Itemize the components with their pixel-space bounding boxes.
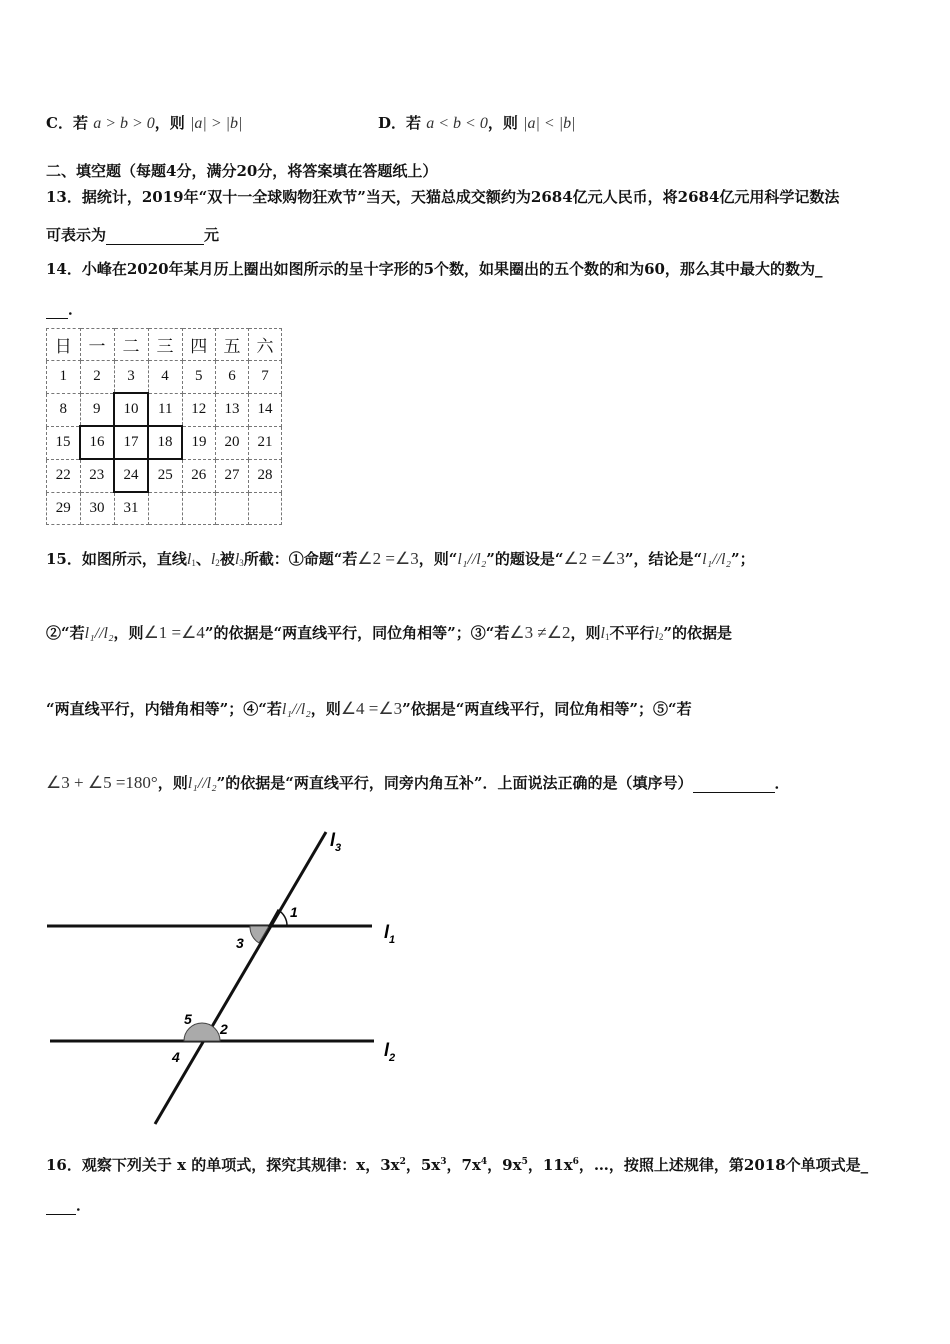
calendar-cell-circled: 18 bbox=[148, 426, 182, 459]
calendar-cell: 1 bbox=[47, 361, 81, 394]
calendar-cell: 25 bbox=[148, 459, 182, 492]
q15-statement3-reason-prefix: ”的依据是 bbox=[663, 624, 733, 642]
calendar-cell-circled: 16 bbox=[80, 426, 114, 459]
calendar-header: 三 bbox=[148, 329, 182, 361]
q15-end1: ”； bbox=[731, 550, 755, 568]
q16-term: ，11x bbox=[527, 1156, 573, 1174]
exponent: 3 bbox=[440, 1157, 447, 1167]
calendar-cell: 5 bbox=[182, 361, 216, 394]
q16-line2 bbox=[46, 1194, 91, 1215]
q16-term: ，7x bbox=[446, 1156, 481, 1174]
calendar-cell-circled: 10 bbox=[114, 393, 148, 426]
section-heading: 二、填空题（每题4分，满分20分，将答案填在答题纸上） bbox=[46, 162, 438, 180]
q14-line1: 14．小峰在2020年某月历上圈出如图所示的呈十字形的5个数，如果圈出的五个数的和为60，那么其中最大的数为_ bbox=[46, 260, 823, 278]
q14-end: ． bbox=[68, 300, 84, 318]
calendar-cell: 14 bbox=[249, 393, 282, 426]
calendar-cell: 29 bbox=[47, 492, 81, 525]
exponent: 6 bbox=[572, 1157, 579, 1167]
q16-intro: 16．观察下列关于 x 的单项式，探究其规律：x，3x bbox=[46, 1156, 400, 1174]
q13-line1: 13．据统计，2019年“双十一全球购物狂欢节”当天，天猫总成交额约为2684亿元人民币，将2684亿元用科学记数法 bbox=[46, 188, 840, 206]
calendar-cell: 22 bbox=[47, 459, 81, 492]
angle-3-label: 3 bbox=[236, 935, 244, 951]
calendar-cell: 30 bbox=[80, 492, 114, 525]
math-angle4-eq-angle3: ∠4 =∠3 bbox=[340, 699, 403, 718]
calendar-header: 六 bbox=[249, 329, 282, 361]
calendar-header: 四 bbox=[182, 329, 216, 361]
q15-end: ． bbox=[774, 774, 790, 792]
option-c-label: C．若 bbox=[46, 114, 88, 132]
q15-separator: 、 bbox=[195, 550, 211, 568]
q15-then: ，则“ bbox=[418, 550, 458, 568]
calendar-cell: 2 bbox=[80, 361, 114, 394]
calendar-cell: 23 bbox=[80, 459, 114, 492]
calendar-cell: 9 bbox=[80, 393, 114, 426]
label-l1: $l_1$ bbox=[384, 922, 396, 946]
q15-by: 被 bbox=[219, 550, 235, 568]
q15-then: ，则 bbox=[157, 774, 188, 792]
calendar-header: 一 bbox=[80, 329, 114, 361]
q15-not-parallel: 不平行 bbox=[609, 624, 655, 642]
angle-5-label: 5 bbox=[184, 1011, 192, 1027]
calendar-cell: 20 bbox=[216, 426, 249, 459]
math-l1-parallel-l2: l₁//l₂ bbox=[281, 701, 311, 718]
calendar-header: 日 bbox=[47, 329, 81, 361]
calendar-cell: 19 bbox=[182, 426, 216, 459]
exponent: 2 bbox=[399, 1157, 406, 1167]
angle-1-label: 1 bbox=[290, 904, 298, 920]
option-c-then: ，则 bbox=[154, 114, 185, 132]
q15-statement5-reason: ”的依据是“两直线平行，同旁内角互补”．上面说法正确的是（填序号） bbox=[216, 774, 693, 792]
calendar-cell: 6 bbox=[216, 361, 249, 394]
q15-intro: 15．如图所示，直线 bbox=[46, 550, 187, 568]
calendar-cell: 21 bbox=[249, 426, 282, 459]
q15-then: ，则 bbox=[113, 624, 144, 642]
line-l3-drawing bbox=[155, 832, 326, 1124]
angle-2-label: 2 bbox=[220, 1021, 228, 1037]
q15-conclusion: ”，结论是“ bbox=[624, 550, 703, 568]
calendar-cell: 3 bbox=[114, 361, 148, 394]
calendar-cell: 27 bbox=[216, 459, 249, 492]
q15-statement1-prefix: 所截：①命题“若 bbox=[243, 550, 358, 568]
math-angle2-eq-angle3: ∠2 =∠3 bbox=[357, 549, 419, 568]
angle-4-label: 4 bbox=[172, 1049, 180, 1065]
q16-question: ，…，按照上述规律，第2018个单项式是_ bbox=[578, 1156, 869, 1174]
math-l1-parallel-l2: l₁//l₂ bbox=[84, 625, 114, 642]
calendar-cell-circled: 24 bbox=[114, 459, 148, 492]
exponent: 4 bbox=[480, 1157, 488, 1167]
calendar-cell: 11 bbox=[148, 393, 182, 426]
math-l1-parallel-l2: l₁//l₂ bbox=[457, 551, 487, 568]
q16-answer-blank[interactable] bbox=[46, 1200, 76, 1215]
calendar-cell: 15 bbox=[47, 426, 81, 459]
line-l3: $l_3$ bbox=[234, 551, 244, 568]
q15-then: ，则 bbox=[570, 624, 601, 642]
calendar-cell-circled: 17 bbox=[114, 426, 148, 459]
calendar-cell: 26 bbox=[182, 459, 216, 492]
option-c-condition: a > b > 0 bbox=[93, 115, 155, 132]
calendar-cell: 8 bbox=[47, 393, 81, 426]
q15-statement3-reason: “两直线平行，内错角相等”；④“若 bbox=[46, 700, 282, 718]
calendar-cell: 7 bbox=[249, 361, 282, 394]
q15-statement2-prefix: ②“若 bbox=[46, 624, 85, 642]
q16-term: ，5x bbox=[405, 1156, 441, 1174]
option-d-condition: a < b < 0 bbox=[426, 115, 488, 132]
math-angle3-ne-angle2: ∠3 ≠∠2 bbox=[509, 623, 571, 642]
option-c-result: |a| > |b| bbox=[190, 115, 243, 132]
calendar-cell: 31 bbox=[114, 492, 148, 525]
calendar-cell: 13 bbox=[216, 393, 249, 426]
calendar-cell: 28 bbox=[249, 459, 282, 492]
q15-statement4-reason: ”依据是“两直线平行，同位角相等”；⑤“若 bbox=[402, 700, 692, 718]
label-l2: $l_2$ bbox=[384, 1040, 396, 1064]
exponent: 5 bbox=[521, 1157, 528, 1167]
line-l1: $l_1$ bbox=[600, 625, 610, 642]
q16-term: ，9x bbox=[487, 1156, 522, 1174]
math-angle3-plus-angle5: ∠3 + ∠5 =180° bbox=[46, 773, 158, 792]
math-l1-parallel-l2: l₁//l₂ bbox=[187, 775, 217, 792]
q13-prefix: 可表示为 bbox=[46, 226, 107, 244]
calendar-cell: 4 bbox=[148, 361, 182, 394]
line-l1: $l_1$ bbox=[186, 551, 196, 568]
q13-unit: 元 bbox=[204, 226, 220, 244]
line-l2: $l_2$ bbox=[210, 551, 220, 568]
label-l3: $l_3$ bbox=[330, 830, 342, 854]
option-d-result: |a| < |b| bbox=[523, 115, 576, 132]
q15-hypothesis: ”的题设是“ bbox=[486, 550, 564, 568]
math-angle2-eq-angle3: ∠2 =∠3 bbox=[563, 549, 625, 568]
math-angle1-eq-angle4: ∠1 =∠4 bbox=[143, 623, 205, 642]
option-d-then: ，则 bbox=[487, 114, 518, 132]
math-l1-parallel-l2: l₁//l₂ bbox=[702, 551, 732, 568]
q16-line1 bbox=[46, 1154, 868, 1175]
q15-then: ，则 bbox=[310, 700, 341, 718]
line-l2: $l_2$ bbox=[654, 625, 664, 642]
option-d-label: D．若 bbox=[378, 114, 422, 132]
q16-end: ． bbox=[76, 1196, 92, 1214]
q15-statement2-reason: ”的依据是“两直线平行，同位角相等”；③“若 bbox=[204, 624, 510, 642]
calendar-cell: 12 bbox=[182, 393, 216, 426]
calendar-header: 五 bbox=[216, 329, 249, 361]
calendar-header: 二 bbox=[114, 329, 148, 361]
